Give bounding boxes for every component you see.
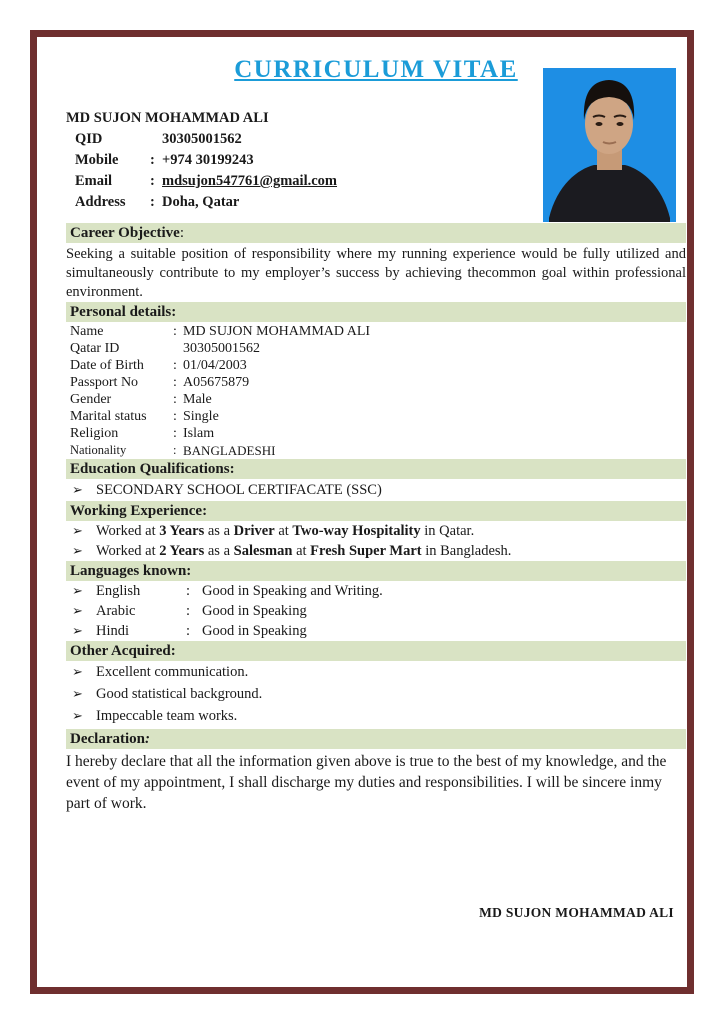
language-item-hindi <box>66 621 686 641</box>
detail-label: Nationality <box>70 443 127 457</box>
contact-name: MD SUJON MOHAMMAD ALI <box>66 110 269 126</box>
contact-label: Mobile <box>75 152 119 168</box>
detail-separator: : <box>173 443 177 457</box>
contact-label: Email <box>75 173 113 189</box>
contact-separator: : <box>150 194 155 210</box>
detail-separator <box>173 340 183 357</box>
detail-label: Name <box>70 324 104 339</box>
heading-colon: : <box>144 731 150 747</box>
bullet-arrow-icon: ➢ <box>72 523 83 538</box>
section-heading-text: Declaration <box>70 731 145 747</box>
bullet-arrow-icon: ➢ <box>72 708 83 723</box>
bullet-arrow-icon: ➢ <box>72 543 83 558</box>
personal-detail-row-passport <box>66 374 686 391</box>
detail-separator: : <box>173 409 177 424</box>
detail-label: Passport No <box>70 375 139 390</box>
contact-label: QID <box>75 131 103 147</box>
language-separator: : <box>186 583 191 599</box>
detail-value: 01/04/2003 <box>183 358 247 373</box>
profile-photo <box>543 68 676 222</box>
detail-label: Gender <box>70 392 112 407</box>
personal-detail-row-gender <box>66 391 686 408</box>
detail-value: Male <box>183 392 212 407</box>
section-heading-text: Career Objective <box>70 225 180 241</box>
cv-page <box>66 50 686 920</box>
detail-value: BANGLADESHI <box>183 443 276 458</box>
bullet-arrow-icon: ➢ <box>72 482 83 497</box>
personal-detail-row-religion <box>66 425 686 442</box>
contact-value: +974 30199243 <box>162 152 254 168</box>
personal-detail-row-qatar-id <box>66 340 686 357</box>
language-name: English <box>96 583 141 599</box>
section-header-education: Education Qualifications: <box>66 459 686 479</box>
contact-separator: : <box>150 152 155 168</box>
contact-value: Doha, Qatar <box>162 194 240 210</box>
personal-detail-row-nationality <box>66 442 686 459</box>
declaration-text: I hereby declare that all the information given above is true to the best of my knowledge, and the event of my appointment, I shall discharge my duties and responsibilities. I will be sincere inmy part of work. <box>66 753 667 812</box>
detail-label: Marital status <box>70 409 147 424</box>
detail-separator: : <box>173 358 177 373</box>
detail-value: Single <box>183 409 219 424</box>
detail-separator: : <box>173 392 177 407</box>
other-acquired-item <box>66 683 686 705</box>
language-level: Good in Speaking and Writing. <box>202 583 383 599</box>
section-header-other-acquired: Other Acquired: <box>66 641 686 661</box>
bullet-arrow-icon: ➢ <box>72 603 83 618</box>
education-item <box>66 479 686 501</box>
detail-value: Islam <box>183 426 215 441</box>
detail-label: Date of Birth <box>70 358 144 373</box>
page-title: CURRICULUM VITAE <box>234 56 518 83</box>
other-acquired-item <box>66 661 686 683</box>
signature-name: MD SUJON MOHAMMAD ALI <box>479 905 674 920</box>
contact-value: 30305001562 <box>162 131 242 147</box>
section-header-career-objective <box>66 223 686 243</box>
detail-label: Qatar ID <box>70 341 120 356</box>
heading-colon: : <box>179 225 184 241</box>
career-objective-text: Seeking a suitable position of responsibility where my running experience would be fully utilized and simultaneously contribute to my employer’s success by achieving thecommon goal within professional environment. <box>66 246 686 300</box>
contact-separator: : <box>150 173 155 189</box>
other-acquired-text: Impeccable team works. <box>96 708 238 724</box>
bullet-arrow-icon: ➢ <box>72 583 83 598</box>
section-header-declaration <box>66 729 686 749</box>
contact-label: Address <box>75 194 126 210</box>
section-header-experience: Working Experience: <box>66 501 686 521</box>
education-item-text: SECONDARY SCHOOL CERTIFACATE (SSC) <box>96 482 382 498</box>
language-item-arabic <box>66 601 686 621</box>
language-separator: : <box>186 603 191 619</box>
bullet-arrow-icon: ➢ <box>72 664 83 679</box>
detail-value: A05675879 <box>183 375 250 390</box>
detail-value: 30305001562 <box>183 341 260 356</box>
personal-detail-row-name <box>66 323 686 340</box>
personal-details-list <box>66 323 686 459</box>
language-level: Good in Speaking <box>202 623 307 639</box>
language-separator: : <box>186 623 191 639</box>
language-level: Good in Speaking <box>202 603 307 619</box>
language-name: Hindi <box>96 623 130 639</box>
personal-detail-row-marital <box>66 408 686 425</box>
other-acquired-text: Good statistical background. <box>96 686 263 702</box>
experience-item-text: Worked at 2 Years as a Salesman at Fresh Super Mart in Bangladesh. <box>96 543 512 559</box>
detail-value: MD SUJON MOHAMMAD ALI <box>183 324 371 339</box>
language-name: Arabic <box>96 603 136 619</box>
other-acquired-item <box>66 705 686 727</box>
section-header-languages: Languages known: <box>66 561 686 581</box>
experience-item <box>66 541 686 561</box>
experience-item <box>66 521 686 541</box>
section-header-personal-details: Personal details: <box>66 302 686 322</box>
detail-separator: : <box>173 324 177 339</box>
other-acquired-text: Excellent communication. <box>96 664 249 680</box>
contact-separator <box>150 129 162 150</box>
personal-detail-row-dob <box>66 357 686 374</box>
detail-separator: : <box>173 375 177 390</box>
experience-item-text: Worked at 3 Years as a Driver at Two-way Hospitality in Qatar. <box>96 523 475 539</box>
profile-photo-image <box>543 68 676 222</box>
bullet-arrow-icon: ➢ <box>72 623 83 638</box>
email-link[interactable]: mdsujon547761@gmail.com <box>162 173 338 189</box>
detail-separator: : <box>173 426 177 441</box>
language-item-english <box>66 581 686 601</box>
detail-label: Religion <box>70 426 119 441</box>
bullet-arrow-icon: ➢ <box>72 686 83 701</box>
